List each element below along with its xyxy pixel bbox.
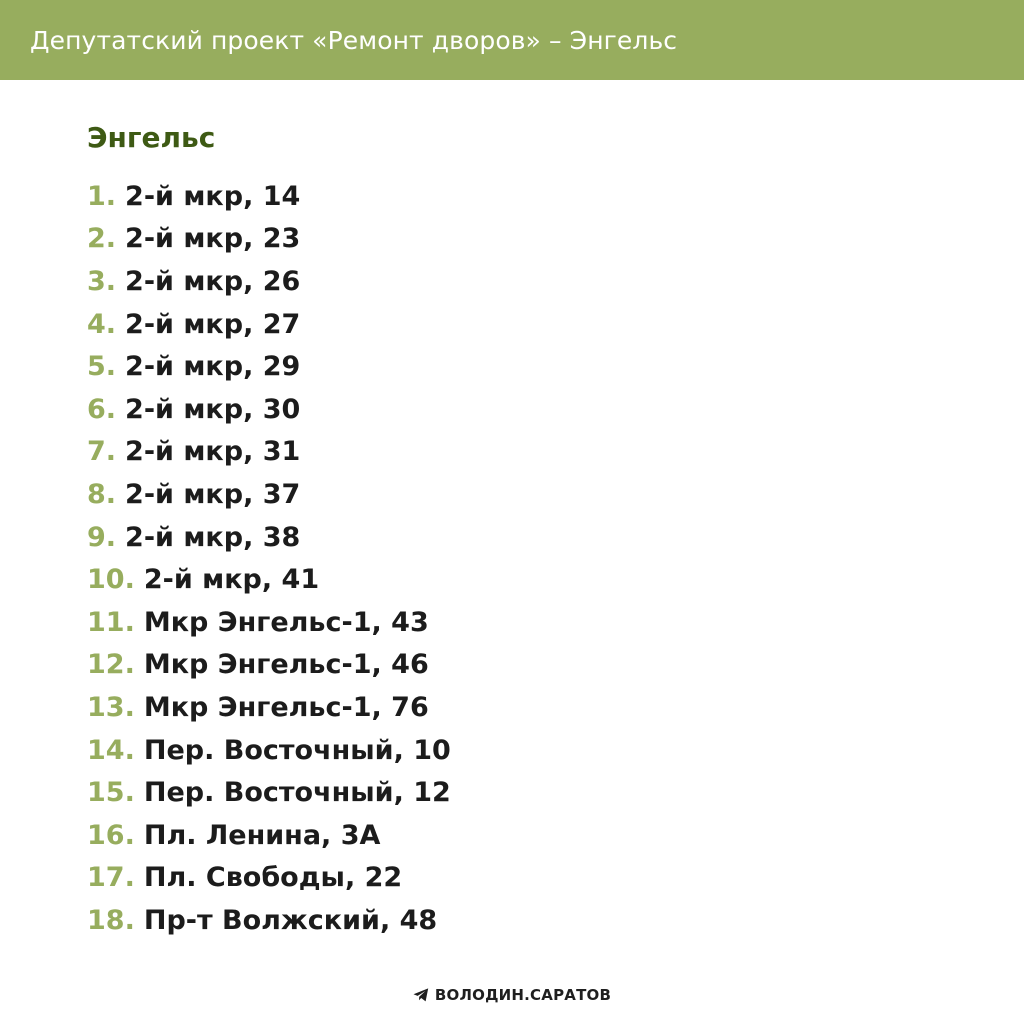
list-item-address: 2-й мкр, 29: [125, 351, 301, 383]
list-item: [87, 345, 451, 388]
list-item-number: 4.: [87, 308, 117, 340]
list-item: [87, 260, 451, 303]
list-item-address: Пер. Восточный, 12: [143, 777, 451, 809]
list-item: [87, 303, 451, 346]
list-item-number: 7.: [87, 436, 117, 468]
list-item-address: 2-й мкр, 37: [125, 478, 301, 510]
list-item-number: 6.: [87, 393, 117, 425]
list-item: [87, 644, 451, 687]
list-item-address: Мкр Энгельс-1, 76: [143, 691, 429, 723]
list-item-address: 2-й мкр, 38: [125, 521, 301, 553]
list-item-address: Пл. Свободы, 22: [143, 862, 403, 894]
list-item-number: 13.: [87, 691, 135, 723]
list-item: [87, 175, 451, 218]
list-item-address: Мкр Энгельс-1, 43: [143, 606, 429, 638]
list-item-number: 17.: [87, 862, 135, 894]
telegram-icon: [413, 988, 429, 1002]
list-item-address: Пр-т Волжский, 48: [143, 904, 438, 936]
list-item-number: 15.: [87, 777, 135, 809]
page-title: Депутатский проект «Ремонт дворов» – Энгельс: [30, 25, 678, 55]
list-item: [87, 729, 451, 772]
list-item-number: 11.: [87, 606, 135, 638]
list-item-address: 2-й мкр, 14: [125, 180, 301, 212]
footer-brand-label: ВОЛОДИН.САРАТОВ: [434, 986, 612, 1004]
list-item-number: 12.: [87, 649, 135, 681]
list-item-number: 2.: [87, 223, 117, 255]
list-item: [87, 431, 451, 474]
list-item-number: 14.: [87, 734, 135, 766]
list-item: [87, 516, 451, 559]
list-item: [87, 388, 451, 431]
list-item-address: 2-й мкр, 23: [125, 223, 301, 255]
list-item: [87, 899, 451, 942]
list-item-address: Пл. Ленина, 3А: [143, 819, 381, 851]
header-bar: [0, 0, 1024, 80]
address-list: [87, 175, 451, 942]
list-item: [87, 473, 451, 516]
list-item-number: 5.: [87, 351, 117, 383]
list-item-number: 18.: [87, 904, 135, 936]
list-item-address: 2-й мкр, 31: [125, 436, 301, 468]
list-item: [87, 218, 451, 261]
list-item: [87, 558, 451, 601]
list-item: [87, 814, 451, 857]
list-item: [87, 686, 451, 729]
list-item-address: 2-й мкр, 27: [125, 308, 301, 340]
list-item-address: Пер. Восточный, 10: [143, 734, 451, 766]
list-item: [87, 857, 451, 900]
list-item-address: 2-й мкр, 30: [125, 393, 301, 425]
list-item-number: 10.: [87, 564, 135, 596]
footer-brand: [0, 986, 1024, 1004]
list-item-number: 9.: [87, 521, 117, 553]
list-item-address: 2-й мкр, 26: [125, 265, 301, 297]
list-item: [87, 771, 451, 814]
list-item-number: 16.: [87, 819, 135, 851]
list-item-number: 3.: [87, 265, 117, 297]
list-item-number: 1.: [87, 180, 117, 212]
list-item-address: Мкр Энгельс-1, 46: [143, 649, 429, 681]
list-item-address: 2-й мкр, 41: [143, 564, 320, 596]
list-item: [87, 601, 451, 644]
section-heading: Энгельс: [87, 121, 216, 154]
list-item-number: 8.: [87, 478, 117, 510]
